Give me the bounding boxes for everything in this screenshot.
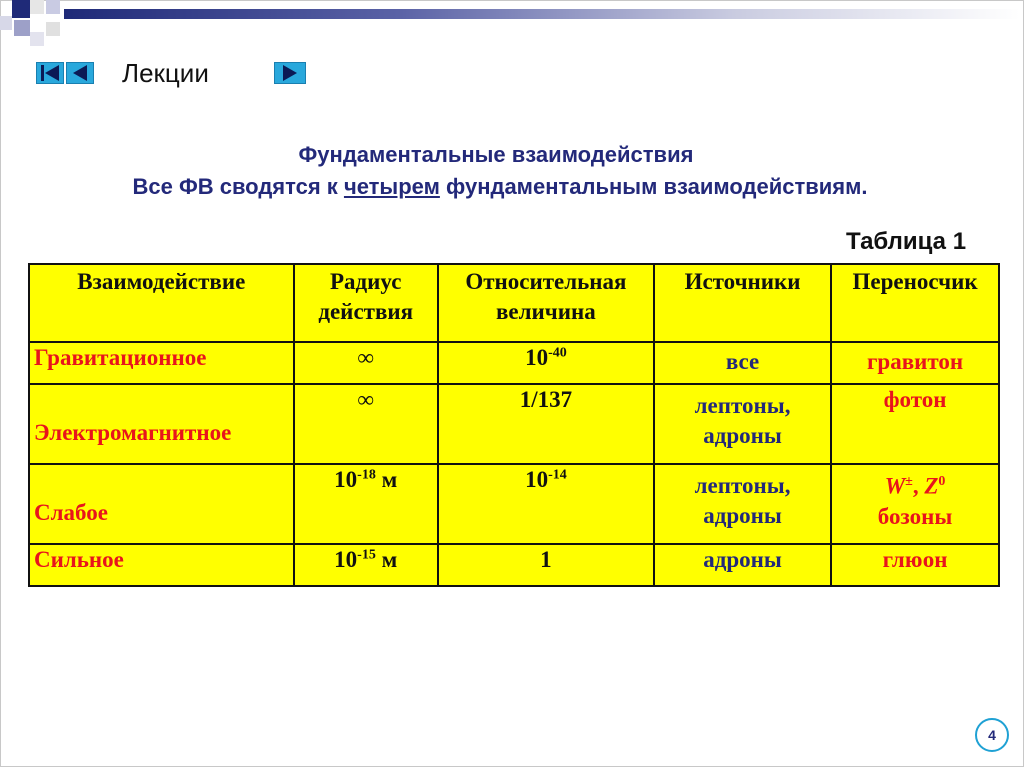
triangle-left-icon — [45, 65, 59, 81]
interaction-name: Электромагнитное — [29, 384, 294, 464]
decor-square — [14, 20, 30, 36]
carrier-separator: , — [912, 473, 925, 499]
radius-value: ∞ — [357, 387, 374, 412]
value-base: 10 — [525, 345, 549, 370]
lectures-link[interactable]: Лекции — [122, 58, 209, 88]
radius-exponent: -18 — [357, 467, 376, 483]
radius-unit: м — [375, 467, 398, 492]
table-header-row — [29, 264, 999, 342]
interaction-name: Слабое — [29, 464, 294, 544]
value-exponent: -40 — [548, 345, 567, 361]
bar-icon — [41, 65, 44, 81]
top-gradient-bar — [64, 9, 1020, 19]
header-cell: Переносчик — [831, 264, 999, 342]
triangle-right-icon — [283, 65, 297, 81]
subtitle-emphasis: четырем — [343, 174, 440, 199]
header-cell: Относительная величина — [438, 264, 654, 342]
value-cell — [438, 384, 654, 464]
decor-square — [12, 0, 30, 18]
radius-cell — [294, 384, 438, 464]
decor-square — [46, 0, 60, 14]
carrier-bosons: бозоны — [877, 503, 953, 529]
first-slide-button[interactable] — [36, 62, 64, 84]
radius-cell — [294, 464, 438, 544]
radius-cell — [294, 342, 438, 384]
table-row — [29, 342, 999, 384]
decor-square — [46, 22, 60, 36]
value-cell — [438, 342, 654, 384]
prev-slide-button[interactable] — [66, 62, 94, 84]
table-caption: Таблица 1 — [846, 228, 967, 255]
radius-unit: м — [375, 547, 398, 572]
carrier-z: Z — [924, 473, 939, 499]
interaction-name: Сильное — [29, 544, 294, 586]
interactions-table — [28, 263, 1000, 587]
radius-base: 10 — [334, 467, 358, 492]
value-exponent: -14 — [548, 467, 567, 483]
decor-square — [0, 16, 12, 30]
carrier-w: W — [884, 473, 906, 499]
sources-cell: лептоны, адроны — [654, 384, 831, 464]
table-row — [29, 544, 999, 586]
decor-square — [30, 32, 44, 46]
sources-cell: лептоны, адроны — [654, 464, 831, 544]
page-number-badge: 4 — [975, 718, 1009, 752]
sources-cell: адроны — [654, 544, 831, 586]
value-base: 1/137 — [519, 387, 573, 412]
interaction-name: Гравитационное — [29, 342, 294, 384]
carrier-cell: фотон — [831, 384, 999, 464]
decor-square — [30, 14, 46, 30]
carrier-z-exponent: 0 — [938, 474, 946, 489]
radius-base: 10 — [334, 547, 358, 572]
carrier-cell — [831, 464, 999, 544]
carrier-w-exponent: ± — [905, 474, 913, 489]
subtitle-text: Все ФВ сводятся к — [132, 174, 344, 199]
header-cell: Взаимодействие — [29, 264, 294, 342]
radius-value: ∞ — [357, 345, 374, 370]
sources-cell: все — [654, 342, 831, 384]
header-cell: Радиус действия — [294, 264, 438, 342]
table-row — [29, 384, 999, 464]
value-base: 1 — [540, 547, 552, 572]
decor-square — [30, 0, 44, 14]
table-row — [29, 464, 999, 544]
carrier-cell: глюон — [831, 544, 999, 586]
page-title: Фундаментальные взаимодействия — [298, 142, 694, 167]
header-cell: Источники — [654, 264, 831, 342]
value-base: 10 — [525, 467, 549, 492]
subtitle-text: фундаментальным взаимодействиям. — [439, 174, 868, 199]
carrier-cell: гравитон — [831, 342, 999, 384]
next-slide-button[interactable] — [274, 62, 306, 84]
value-cell — [438, 464, 654, 544]
radius-cell — [294, 544, 438, 586]
radius-exponent: -15 — [357, 547, 376, 563]
value-cell — [438, 544, 654, 586]
triangle-left-icon — [73, 65, 87, 81]
page-subtitle — [0, 174, 1012, 200]
